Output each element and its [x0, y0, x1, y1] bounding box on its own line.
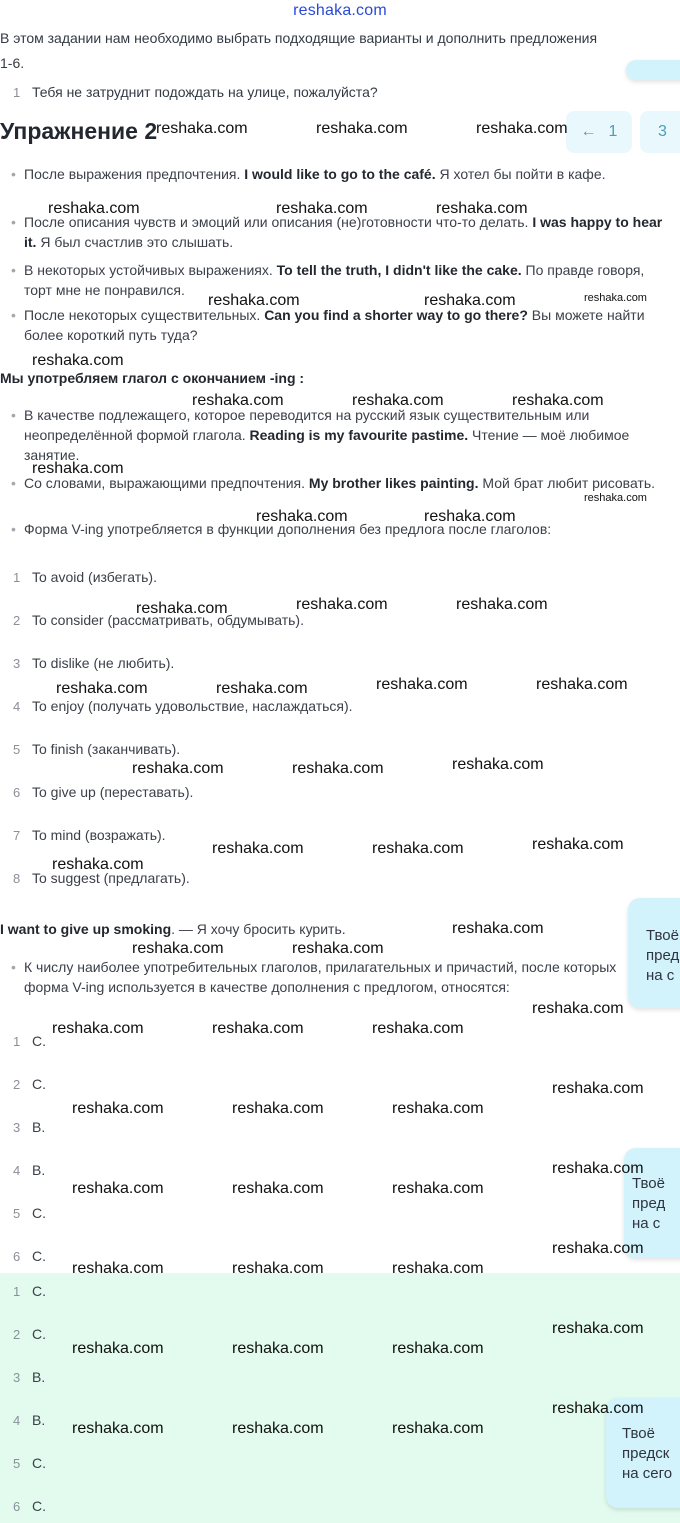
rule-item	[0, 212, 676, 252]
item-number: 4	[13, 1163, 21, 1178]
rule-translation: По правде говоря, торт мне не понравился.	[24, 262, 645, 298]
item-text: C.	[32, 1283, 46, 1299]
rule-example: Reading is my favourite pastime.	[249, 427, 469, 443]
watermark: reshaka.com	[392, 1420, 484, 1437]
watermark: reshaka.com	[132, 760, 224, 777]
answer-row	[0, 1076, 640, 1094]
watermark: reshaka.com	[276, 200, 368, 217]
watermark: reshaka.com	[232, 1180, 324, 1197]
bubble-line: предск	[622, 1445, 670, 1462]
highlighted-answers-area	[0, 1273, 680, 1523]
watermark: reshaka.com	[32, 460, 124, 477]
answer-row	[0, 1283, 640, 1301]
item-text: Тебя не затруднит подождать на улице, пожалуйста?	[32, 84, 378, 100]
intro-text: В этом задании нам необходимо выбрать подходящие варианты и дополнить предложения 1-6.	[0, 30, 598, 71]
rule-item	[0, 164, 676, 184]
answer-row	[0, 1119, 640, 1137]
watermark: reshaka.com	[72, 1100, 164, 1117]
rule-translation: Я хотел бы пойти в кафе.	[435, 166, 606, 182]
watermark: reshaka.com	[372, 840, 464, 857]
item-number: 6	[13, 785, 21, 800]
rule-item	[0, 260, 676, 300]
watermark: reshaka.com	[532, 836, 624, 853]
item-text: To consider (рассматривать, обдумывать).	[32, 612, 304, 628]
item-text: B.	[32, 1412, 46, 1428]
verb-row	[0, 741, 640, 759]
bubble-line: Твоё	[646, 927, 679, 944]
rule-example: I was happy to hear it.	[24, 214, 663, 250]
watermark: reshaka.com	[72, 1420, 164, 1437]
arrow-left-icon: ←	[580, 123, 597, 140]
watermark: reshaka.com	[392, 1340, 484, 1357]
watermark: reshaka.com	[392, 1180, 484, 1197]
watermark: reshaka.com	[552, 1240, 644, 1257]
rule-translation: Чтение — моё любимое занятие.	[24, 427, 630, 463]
chat-bubble-top[interactable]	[626, 60, 680, 80]
item-text: B.	[32, 1162, 46, 1178]
watermark: reshaka.com	[232, 1420, 324, 1437]
item-number: 1	[13, 570, 21, 585]
watermark: reshaka.com	[292, 940, 384, 957]
rule-text: Форма V-ing употребляется в функции дополнения без предлога после глаголов:	[24, 521, 552, 537]
answer-row	[0, 1162, 640, 1180]
watermark: reshaka.com	[232, 1340, 324, 1357]
watermark: reshaka.com	[316, 120, 408, 137]
verb-row	[0, 569, 640, 587]
watermark: reshaka.com	[532, 1000, 624, 1017]
item-text: C.	[32, 1248, 46, 1264]
prev-exercise-label: 1	[608, 123, 618, 140]
rule-text: После выражения предпочтения.	[24, 166, 245, 182]
rule-text: После некоторых существительных.	[24, 307, 265, 323]
watermark: reshaka.com	[232, 1100, 324, 1117]
item-text: B.	[32, 1119, 46, 1135]
item-number: 3	[13, 1120, 21, 1135]
answer-row	[0, 1369, 640, 1387]
rule-example: I would like to go to the café.	[244, 166, 436, 182]
watermark: reshaka.com	[192, 392, 284, 409]
item-number: 8	[13, 871, 21, 886]
watermark: reshaka.com	[52, 856, 144, 873]
item-number: 1	[13, 1034, 21, 1049]
item-text: To suggest (предлагать).	[32, 870, 190, 886]
intro-list-item	[0, 84, 600, 100]
watermark: reshaka.com	[48, 200, 140, 217]
next-exercise-button[interactable]	[640, 111, 680, 153]
bubble-line: на сего	[622, 1465, 673, 1482]
item-text: C.	[32, 1033, 46, 1049]
watermark: reshaka.com	[376, 676, 468, 693]
item-text: C.	[32, 1498, 46, 1514]
watermark: reshaka.com	[452, 920, 544, 937]
watermark: reshaka.com	[424, 508, 516, 525]
item-number: 3	[13, 1370, 21, 1385]
watermark: reshaka.com	[452, 756, 544, 773]
rule-item	[0, 405, 676, 465]
bubble-line: пред	[646, 947, 680, 964]
watermark: reshaka.com	[208, 292, 300, 309]
next-exercise-label: 3	[658, 123, 667, 140]
item-text: C.	[32, 1455, 46, 1471]
bubble-line: на с	[632, 1215, 661, 1232]
watermark: reshaka.com	[552, 1320, 644, 1337]
answer-row	[0, 1205, 640, 1223]
example-sentence	[0, 921, 346, 937]
watermark: reshaka.com	[584, 292, 647, 304]
watermark: reshaka.com	[552, 1080, 644, 1097]
rule-text: После описания чувств и эмоций или описания (не)готовности что-то делать.	[24, 214, 533, 230]
rule-translation: Мой брат любит рисовать.	[478, 475, 656, 491]
watermark: reshaka.com	[52, 1020, 144, 1037]
bubble-line: Твоё	[622, 1425, 655, 1442]
watermark: reshaka.com	[436, 200, 528, 217]
item-text: To finish (заканчивать).	[32, 741, 181, 757]
exercise-title: Упражнение 2	[0, 118, 158, 144]
rule-translation: Вы можете найти более короткий путь туда?	[24, 307, 645, 343]
rule-text: Со словами, выражающими предпочтения.	[24, 475, 309, 491]
watermark: reshaka.com	[372, 1020, 464, 1037]
rule-text: К числу наиболее употребительных глаголов, прилагательных и причастий, после которых форма V-ing используется в качестве дополнения с предлогом, относятся:	[24, 959, 617, 995]
watermark: reshaka.com	[72, 1340, 164, 1357]
answer-row	[0, 1498, 640, 1516]
item-number: 4	[13, 699, 21, 714]
rule-example: My brother likes painting.	[308, 475, 479, 491]
watermark: reshaka.com	[256, 508, 348, 525]
watermark: reshaka.com	[32, 352, 124, 369]
watermark: reshaka.com	[424, 292, 516, 309]
site-logo[interactable]: reshaka.com	[293, 2, 387, 19]
item-text: C.	[32, 1076, 46, 1092]
rule-text: В некоторых устойчивых выражениях.	[24, 262, 277, 278]
watermark: reshaka.com	[536, 676, 628, 693]
item-text: C.	[32, 1326, 46, 1342]
item-text: To enjoy (получать удовольствие, наслаждаться).	[32, 698, 353, 714]
item-text: C.	[32, 1205, 46, 1221]
watermark: reshaka.com	[232, 1260, 324, 1277]
watermark: reshaka.com	[512, 392, 604, 409]
watermark: reshaka.com	[72, 1260, 164, 1277]
watermark: reshaka.com	[552, 1400, 644, 1417]
watermark: reshaka.com	[156, 120, 248, 137]
watermark: reshaka.com	[392, 1100, 484, 1117]
watermark: reshaka.com	[56, 680, 148, 697]
watermark: reshaka.com	[296, 596, 388, 613]
item-text: B.	[32, 1369, 46, 1385]
watermark: reshaka.com	[212, 840, 304, 857]
section-heading-ing: Мы употребляем глагол с окончанием -ing :	[0, 370, 305, 386]
watermark: reshaka.com	[392, 1260, 484, 1277]
item-number: 4	[13, 1413, 21, 1428]
rule-text: В качестве подлежащего, которое переводится на русский язык существительным или неопределённой формой глагола.	[24, 407, 590, 443]
bubble-line: на с	[646, 967, 675, 984]
item-number: 1	[13, 1284, 21, 1299]
rule-item	[0, 957, 632, 997]
answer-row	[0, 1455, 640, 1473]
watermark: reshaka.com	[292, 760, 384, 777]
verb-row	[0, 698, 640, 716]
item-number: 2	[13, 1327, 21, 1342]
verb-row	[0, 612, 640, 630]
item-number: 5	[13, 1456, 21, 1471]
bubble-line: Твоё	[632, 1175, 665, 1192]
item-text: To dislike (не любить).	[32, 655, 175, 671]
verb-row	[0, 784, 640, 802]
watermark: reshaka.com	[476, 120, 568, 137]
item-number: 5	[13, 742, 21, 757]
watermark: reshaka.com	[132, 940, 224, 957]
item-text: To give up (переставать).	[32, 784, 194, 800]
item-number: 5	[13, 1206, 21, 1221]
watermark: reshaka.com	[212, 1020, 304, 1037]
item-number: 1	[13, 85, 21, 100]
item-number: 6	[13, 1499, 21, 1514]
bubble-line: пред	[632, 1195, 666, 1212]
watermark: reshaka.com	[136, 600, 228, 617]
prev-exercise-button[interactable]	[566, 111, 632, 153]
rules-list-prepositions	[0, 957, 632, 997]
verb-row	[0, 655, 640, 673]
item-text: To avoid (избегать).	[32, 569, 157, 585]
watermark: reshaka.com	[72, 1180, 164, 1197]
rule-example: Can you find a shorter way to go there?	[264, 307, 528, 323]
watermark: reshaka.com	[456, 596, 548, 613]
item-text: To mind (возражать).	[32, 827, 166, 843]
item-number: 7	[13, 828, 21, 843]
rule-translation: Я был счастлив это слышать.	[36, 234, 234, 250]
rule-item	[0, 305, 676, 345]
item-number: 6	[13, 1249, 21, 1264]
chat-bubble[interactable]	[628, 898, 680, 1008]
item-number: 2	[13, 1077, 21, 1092]
item-number: 2	[13, 613, 21, 628]
example-text: . — Я хочу бросить курить.	[171, 921, 346, 937]
item-number: 3	[13, 656, 21, 671]
watermark: reshaka.com	[352, 392, 444, 409]
example-bold: I want to give up smoking	[0, 921, 172, 937]
watermark: reshaka.com	[216, 680, 308, 697]
rule-example: To tell the truth, I didn't like the cake.	[276, 262, 522, 278]
watermark: reshaka.com	[552, 1160, 644, 1177]
watermark: reshaka.com	[584, 492, 647, 504]
